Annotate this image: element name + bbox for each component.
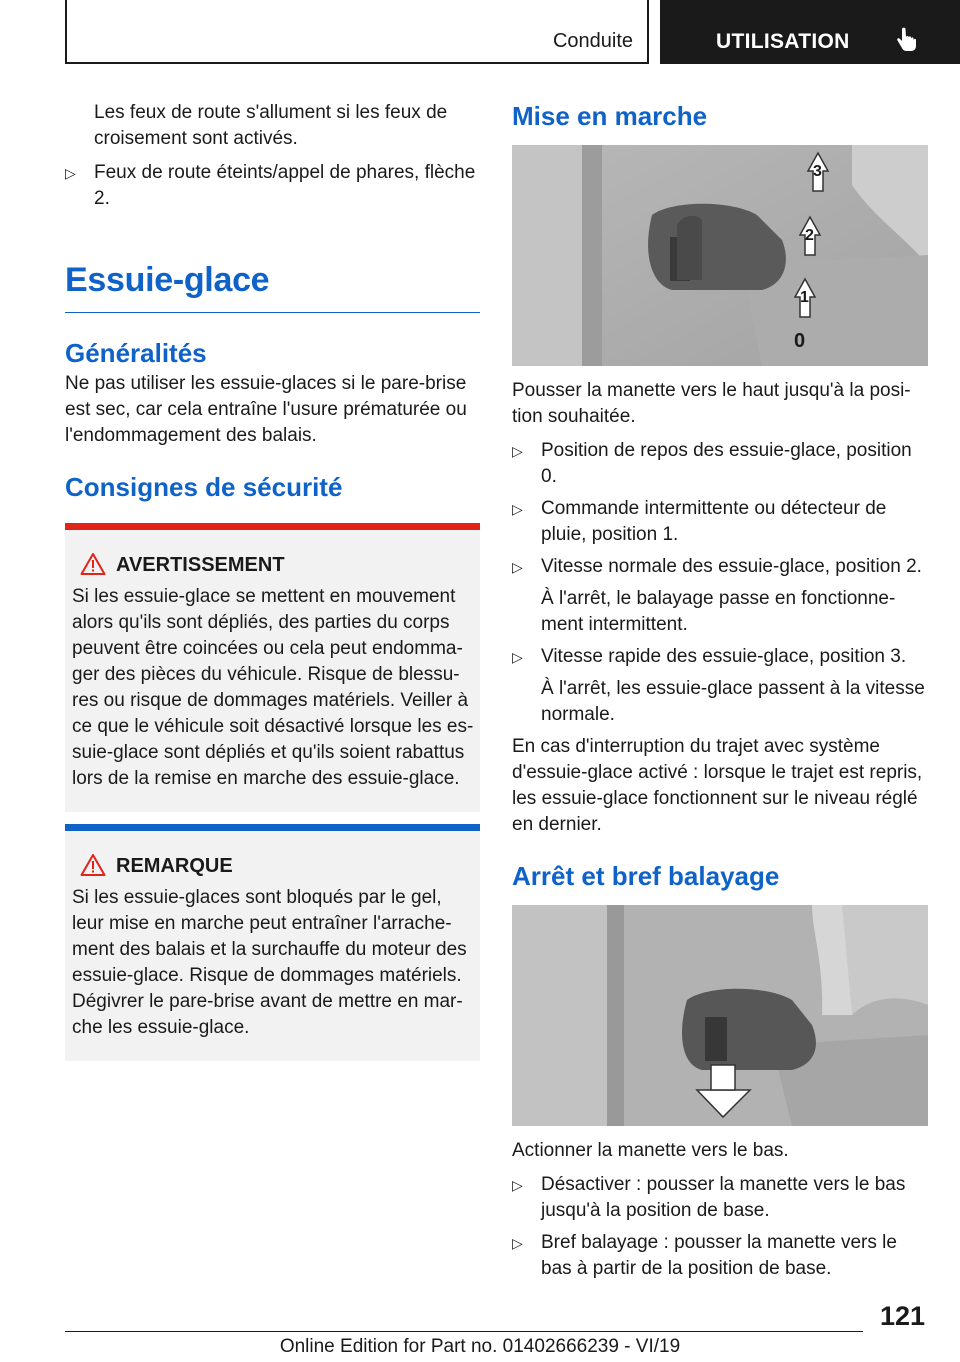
triangle-bullet-icon: ▷ — [512, 443, 523, 459]
left-column — [65, 100, 480, 1061]
list-item-subtext: À l'arrêt, le balayage passe en fonctionnement intermittent. — [541, 588, 896, 635]
triangle-bullet-icon: ▷ — [512, 1235, 523, 1251]
triangle-bullet-icon: ▷ — [512, 649, 523, 665]
generalites-heading: Généralités — [65, 338, 207, 368]
page-number: 121 — [879, 1301, 925, 1331]
header-chapter-box — [660, 0, 960, 64]
warning-text: Si les essuie-glace se mettent en mouvement alors qu'ils sont dépliés, des parties du corps peuvent être coincées ou cela peut endommager des pièces du véhicule. Risque de blessures ou risque de dommages matériels. Veiller à ce que le véhicule soit désactivé lorsque les essuie-glace sont dépliés et qu'ils soient rabattus lors de la remise en marche des essuie-glace. — [72, 586, 474, 789]
list-item — [512, 644, 928, 670]
position-label-3: 3 — [813, 163, 822, 180]
intro-text: Les feux de route s'allument si les feux de croisement sont activés. — [94, 102, 448, 149]
note-text: Si les essuie-glaces sont bloqués par le gel, leur mise en marche peut entraîner l'arrachement des balais et la surchauffe du moteur des essuie-glace. Risque de dommages matériels. Dégivrer le pare-brise avant de mettre en marche les essuie-glace. — [72, 887, 467, 1038]
wiper-lever-up-figure — [512, 145, 928, 366]
list-item — [512, 1172, 928, 1224]
triangle-bullet-icon: ▷ — [512, 559, 523, 575]
warning-triangle-icon — [80, 552, 106, 576]
hand-pointer-icon — [892, 26, 920, 54]
note-title — [72, 853, 474, 879]
arret-heading: Arrêt et bref balayage — [512, 861, 780, 891]
mise-text: Pousser la manette vers le haut jusqu'à la position souhaitée. — [512, 380, 911, 427]
list-item-text: Désactiver : pousser la manette vers le bas jusqu'à la position de base. — [541, 1174, 906, 1221]
list-item — [512, 1230, 928, 1282]
list-item-text: Bref balayage : pousser la manette vers le bas à partir de la position de base. — [541, 1232, 897, 1279]
section-title: Essuie-glace — [65, 260, 480, 313]
note-title-text: REMARQUE — [116, 855, 233, 877]
list-item — [65, 160, 480, 212]
list-item — [512, 438, 928, 490]
footer-edition — [0, 1336, 960, 1358]
header-section-box — [65, 0, 649, 64]
position-label-2: 2 — [805, 227, 814, 244]
triangle-bullet-icon: ▷ — [512, 1177, 523, 1193]
mise-list — [512, 438, 928, 728]
interruption-text: En cas d'interruption du trajet avec système d'essuie-glace activé : lorsque le trajet est repris, les essuie-glace fonctionnent sur le niveau réglé en dernier. — [512, 736, 923, 835]
list-item-text: Vitesse rapide des essuie-glace, position 3. — [541, 646, 907, 667]
list-item-text: Commande intermittente ou détecteur de pluie, position 1. — [541, 498, 887, 545]
note-box — [65, 824, 480, 1061]
generalites-text: Ne pas utiliser les essuie-glaces si le pare-brise est sec, car cela entraîne l'usure prématurée ou l'endommagement des balais. — [65, 373, 467, 446]
header-section-label: Conduite — [552, 30, 633, 52]
right-column — [512, 100, 928, 1282]
list-item-text: Feux de route éteints/appel de phares, flèche 2. — [94, 162, 476, 209]
triangle-bullet-icon: ▷ — [512, 501, 523, 517]
consignes-heading: Consignes de sécurité — [65, 472, 343, 502]
list-item — [512, 496, 928, 548]
arret-text: Actionner la manette vers le bas. — [512, 1140, 789, 1161]
list-item-text: Vitesse normale des essuie-glace, position 2. — [541, 556, 922, 577]
footer-divider — [65, 1331, 863, 1332]
warning-title — [72, 552, 474, 578]
position-label-0: 0 — [794, 330, 806, 352]
warning-box — [65, 523, 480, 812]
list-item-subtext: À l'arrêt, les essuie-glace passent à la vitesse normale. — [541, 678, 925, 725]
position-label-1: 1 — [800, 289, 809, 306]
arret-list — [512, 1172, 928, 1282]
warning-triangle-icon — [80, 853, 106, 877]
header-chapter-label: UTILISATION — [716, 30, 850, 53]
triangle-bullet-icon: ▷ — [65, 165, 76, 181]
wiper-lever-down-figure — [512, 905, 928, 1126]
list-item — [512, 554, 928, 580]
list-item-text: Position de repos des essuie-glace, position 0. — [541, 440, 912, 487]
warning-title-text: AVERTISSEMENT — [116, 554, 285, 576]
footer-edition-text: Online Edition for Part no. 01402666239 - VI/19 — [279, 1336, 681, 1357]
mise-en-marche-heading: Mise en marche — [512, 101, 708, 131]
